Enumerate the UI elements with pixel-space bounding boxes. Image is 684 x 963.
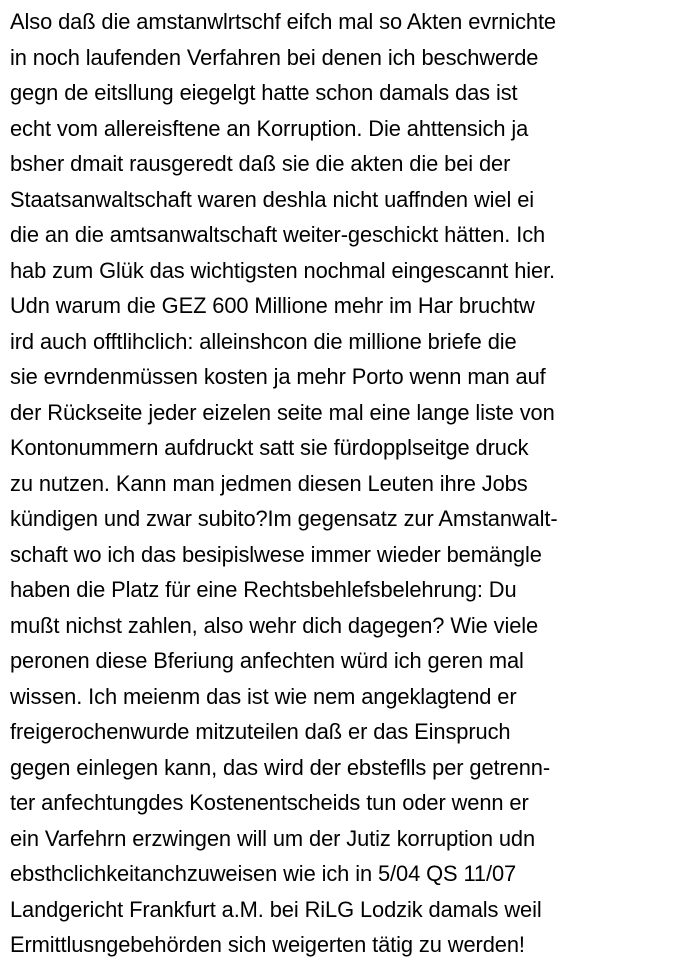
body-text — [10, 4, 682, 963]
text-line: sie evrndenmüssen kosten ja mehr Porto wenn man auf — [10, 364, 546, 389]
text-line: ebsthclichkeitanchzuweisen wie ich in 5/04 QS 11/07 — [10, 861, 517, 886]
text-line: hab zum Glük das wichtigsten nochmal eingescannt hier. — [10, 257, 556, 283]
text-line: ein Varfehrn erzwingen will um der Jutiz korruption udn — [10, 825, 536, 851]
text-line: zu nutzen. Kann man jedmen diesen Leuten ihre Jobs — [10, 470, 528, 496]
text-line: bsher dmait rausgeredt daß sie die akten die bei der — [10, 151, 511, 176]
text-line: Staatsanwaltschaft waren deshla nicht uaffnden wiel ei — [10, 186, 535, 212]
text-line: freigerochenwurde mitzuteilen daß er das Einspruch — [10, 719, 511, 744]
text-line: schaft wo ich das besipislwese immer wieder bemängle — [10, 541, 542, 567]
text-line: peronen diese Bferiung anfechten würd ich geren mal — [10, 648, 524, 673]
text-line: der Rückseite jeder eizelen seite mal eine lange liste von — [10, 399, 555, 425]
text-line: ird auch offtlihclich: alleinshcon die millione briefe die — [10, 328, 517, 354]
text-line: Landgericht Frankfurt a.M. bei RiLG Lodzik damals weil — [10, 896, 542, 922]
text-line: ter anfechtungdes Kostenentscheids tun oder wenn er — [10, 790, 529, 815]
text-line: Udn warum die GEZ 600 Millione mehr im Har bruchtw — [10, 293, 535, 318]
text-line: in noch laufenden Verfahren bei denen ich beschwerde — [10, 44, 539, 70]
text-line: kündigen und zwar subito?Im gegensatz zur Amstanwalt- — [10, 506, 558, 531]
text-line: haben die Platz für eine Rechtsbehlefsbelehrung: Du — [10, 577, 517, 602]
text-line: gegn de eitsllung eiegelgt hatte schon damals das ist — [10, 80, 518, 105]
text-line: die an die amtsanwaltschaft weiter-geschickt hätten. Ich — [10, 222, 546, 247]
text-line: Ermittlusngebehörden sich weigerten tätig zu werden! — [10, 932, 525, 957]
text-line: wissen. Ich meienm das ist wie nem angeklagtend er — [10, 683, 517, 709]
text-line: echt vom allereisftene an Korruption. Die ahttensich ja — [10, 115, 529, 141]
text-line: Kontonummern aufdruckt satt sie fürdopplseitge druck — [10, 435, 529, 460]
text-line: gegen einlegen kann, das wird der ebsteflls per getrenn- — [10, 754, 551, 780]
text-line: mußt nichst zahlen, also wehr dich dagegen? Wie viele — [10, 612, 539, 638]
text-line: Also daß die amstanwlrtschf eifch mal so Akten evrnichte — [10, 9, 556, 34]
